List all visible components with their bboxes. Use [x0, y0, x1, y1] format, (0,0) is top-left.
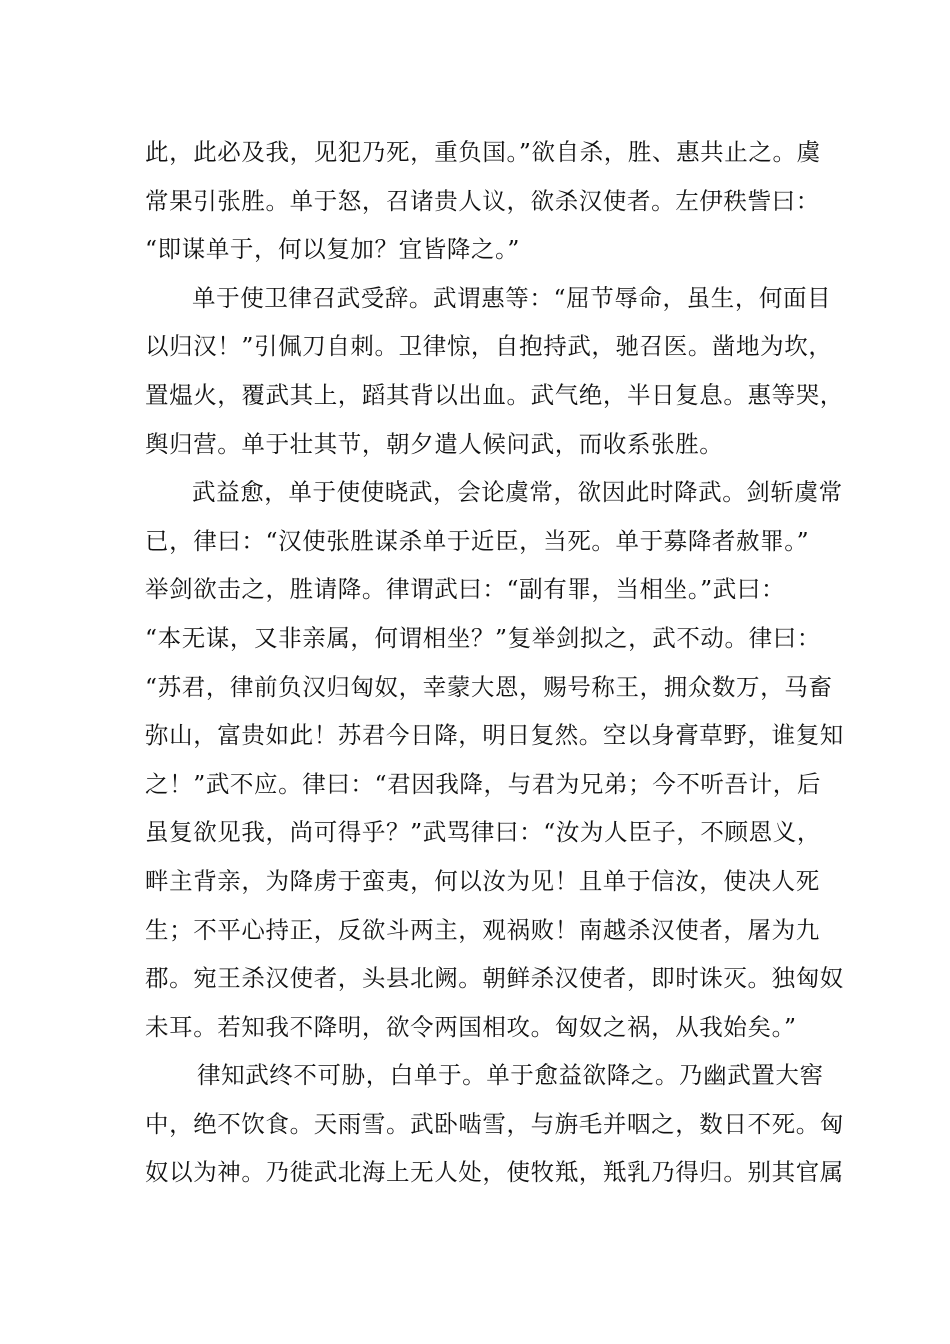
text-line: 舆归营。单于壮其节，朝夕遣人候问武，而收系张胜。 [145, 429, 724, 458]
text-line: 郡。宛王杀汉使者，头县北阙。朝鲜杀汉使者，即时诛灭。独匈奴 [145, 964, 844, 993]
text-line: 已，律曰：“汉使张胜谋杀单于近臣，当死。单于募降者赦罪。” [145, 526, 810, 555]
text-line: 虽复欲见我，尚可得乎？”武骂律曰：“汝为人臣子，不顾恩义， [145, 818, 821, 847]
text-line: 置煴火，覆武其上，蹈其背以出血。武气绝，半日复息。惠等哭， [145, 380, 844, 409]
text-line: 常果引张胜。单于怒，召诸贵人议，欲杀汉使者。左伊秩訾曰： [145, 186, 820, 215]
paragraph-first-line: 武益愈，单于使使晓武，会论虞常，欲因此时降武。剑斩虞常 [192, 478, 843, 507]
text-line: 此，此必及我，见犯乃死，重负国。”欲自杀，胜、惠共止之。虞 [145, 138, 821, 166]
text-line: 以归汉！”引佩刀自刺。卫律惊，自抱持武，驰召医。凿地为坎， [145, 332, 833, 361]
text-line: “本无谋，又非亲属，何谓相坐？”复举剑拟之，武不动。律曰： [145, 623, 821, 652]
text-line: 奴以为神。乃徙武北海上无人处，使牧羝，羝乳乃得归。别其官属 [145, 1158, 844, 1187]
body-text [145, 128, 844, 1197]
text-line: 生；不平心持正，反欲斗两主，观祸败！南越杀汉使者，屠为九 [145, 915, 820, 944]
text-line: 举剑欲击之，胜请降。律谓武曰：“副有罪，当相坐。”武曰： [145, 575, 786, 604]
text-line: 之！”武不应。律曰：“君因我降，与君为兄弟；今不听吾计，后 [145, 769, 821, 798]
text-line: “苏君，律前负汉归匈奴，幸蒙大恩，赐号称王，拥众数万，马畜 [145, 672, 833, 701]
text-line: “即谋单于，何以复加？宜皆降之。” [145, 235, 520, 264]
text-line: 畔主背亲，为降虏于蛮夷，何以汝为见！且单于信汝，使决人死 [145, 866, 820, 895]
text-line: 中，绝不饮食。天雨雪。武卧啮雪，与旃毛并咽之，数日不死。匈 [145, 1109, 844, 1138]
text-line: 未耳。若知我不降明，欲令两国相攻。匈奴之祸，从我始矣。” [145, 1012, 797, 1041]
text-line: 弥山，富贵如此！苏君今日降，明日复然。空以身膏草野，谁复知 [145, 721, 844, 750]
paragraph-first-line: 单于使卫律召武受辞。武谓惠等：“屈节辱命，虽生，何面目 [192, 283, 832, 312]
paragraph-first-line: 律知武终不可胁，白单于。单于愈益欲降之。乃幽武置大窖 [197, 1061, 824, 1090]
